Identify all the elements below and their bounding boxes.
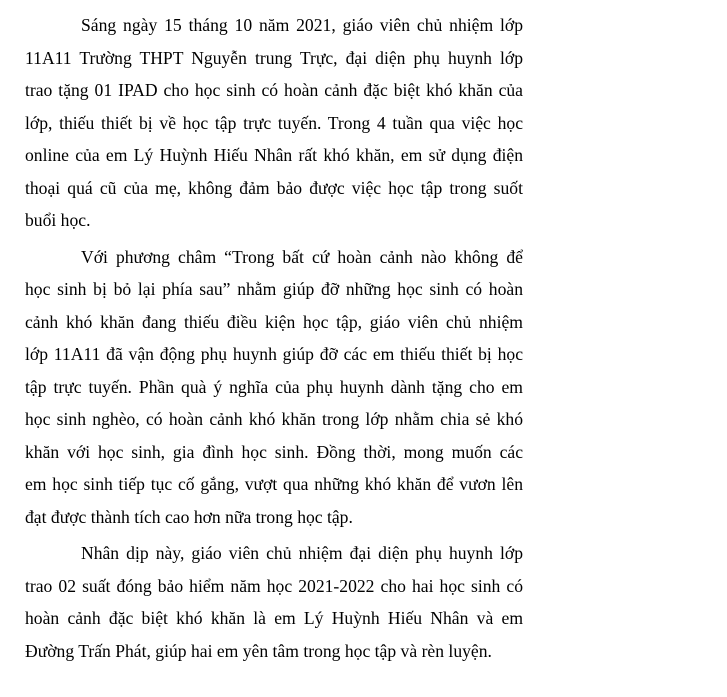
text-line: khăn với học sinh, gia đình học sinh. Đồng thời, mong muốn các [25,441,523,462]
text-line: em học sinh tiếp tục cố gắng, vượt qua những khó khăn để vươn lên [25,474,523,494]
paragraph-1 [25,9,523,237]
text-line: lớp 11A11 đã vận động phụ huynh giúp đỡ các em thiếu thiết bị học [25,344,523,364]
text-line: hoàn cảnh đặc biệt khó khăn là em Lý Huỳnh Hiếu Nhân và em [25,608,523,628]
text-line: học sinh nghèo, có hoàn cảnh khó khăn trong lớp nhằm chia sẻ khó [25,409,523,429]
text-line: thoại quá cũ của mẹ, không đảm bảo được việc học tập trong suốt [25,177,523,198]
text-line: Sáng ngày 15 tháng 10 năm 2021, giáo viên chủ nhiệm lớp [81,15,523,35]
text-line: 11A11 Trường THPT Nguyễn trung Trực, đại diện phụ huynh lớp [25,47,523,68]
text-line: trao 02 suất đóng bảo hiểm năm học 2021-2022 cho hai học sinh có [25,575,523,596]
text-line: tập trực tuyến. Phần quà ý nghĩa của phụ huynh dành tặng cho em [25,376,523,397]
text-line: cảnh khó khăn đang thiếu điều kiện học tập, giáo viên chủ nhiệm [25,311,523,332]
text-line: Đường Trấn Phát, giúp hai em yên tâm trong học tập và rèn luyện. [25,640,492,661]
text-line: Nhân dịp này, giáo viên chủ nhiệm đại diện phụ huynh lớp [81,543,523,563]
paragraph-2 [25,241,523,534]
text-line: trao tặng 01 IPAD cho học sinh có hoàn cảnh đặc biệt khó khăn của [25,80,523,100]
text-line: Với phương châm “Trong bất cứ hoàn cảnh nào không để [81,246,523,267]
text-line: học sinh bị bỏ lại phía sau” nhằm giúp đỡ những học sinh có hoàn [25,279,523,299]
paragraph-3 [25,537,523,667]
document-body [25,9,523,667]
text-line: đạt được thành tích cao hơn nữa trong học tập. [25,506,353,527]
text-line: buổi học. [25,210,91,230]
text-line: lớp, thiếu thiết bị về học tập trực tuyến. Trong 4 tuần qua việc học [25,112,523,133]
text-line: online của em Lý Huỳnh Hiếu Nhân rất khó khăn, em sử dụng điện [25,145,523,165]
